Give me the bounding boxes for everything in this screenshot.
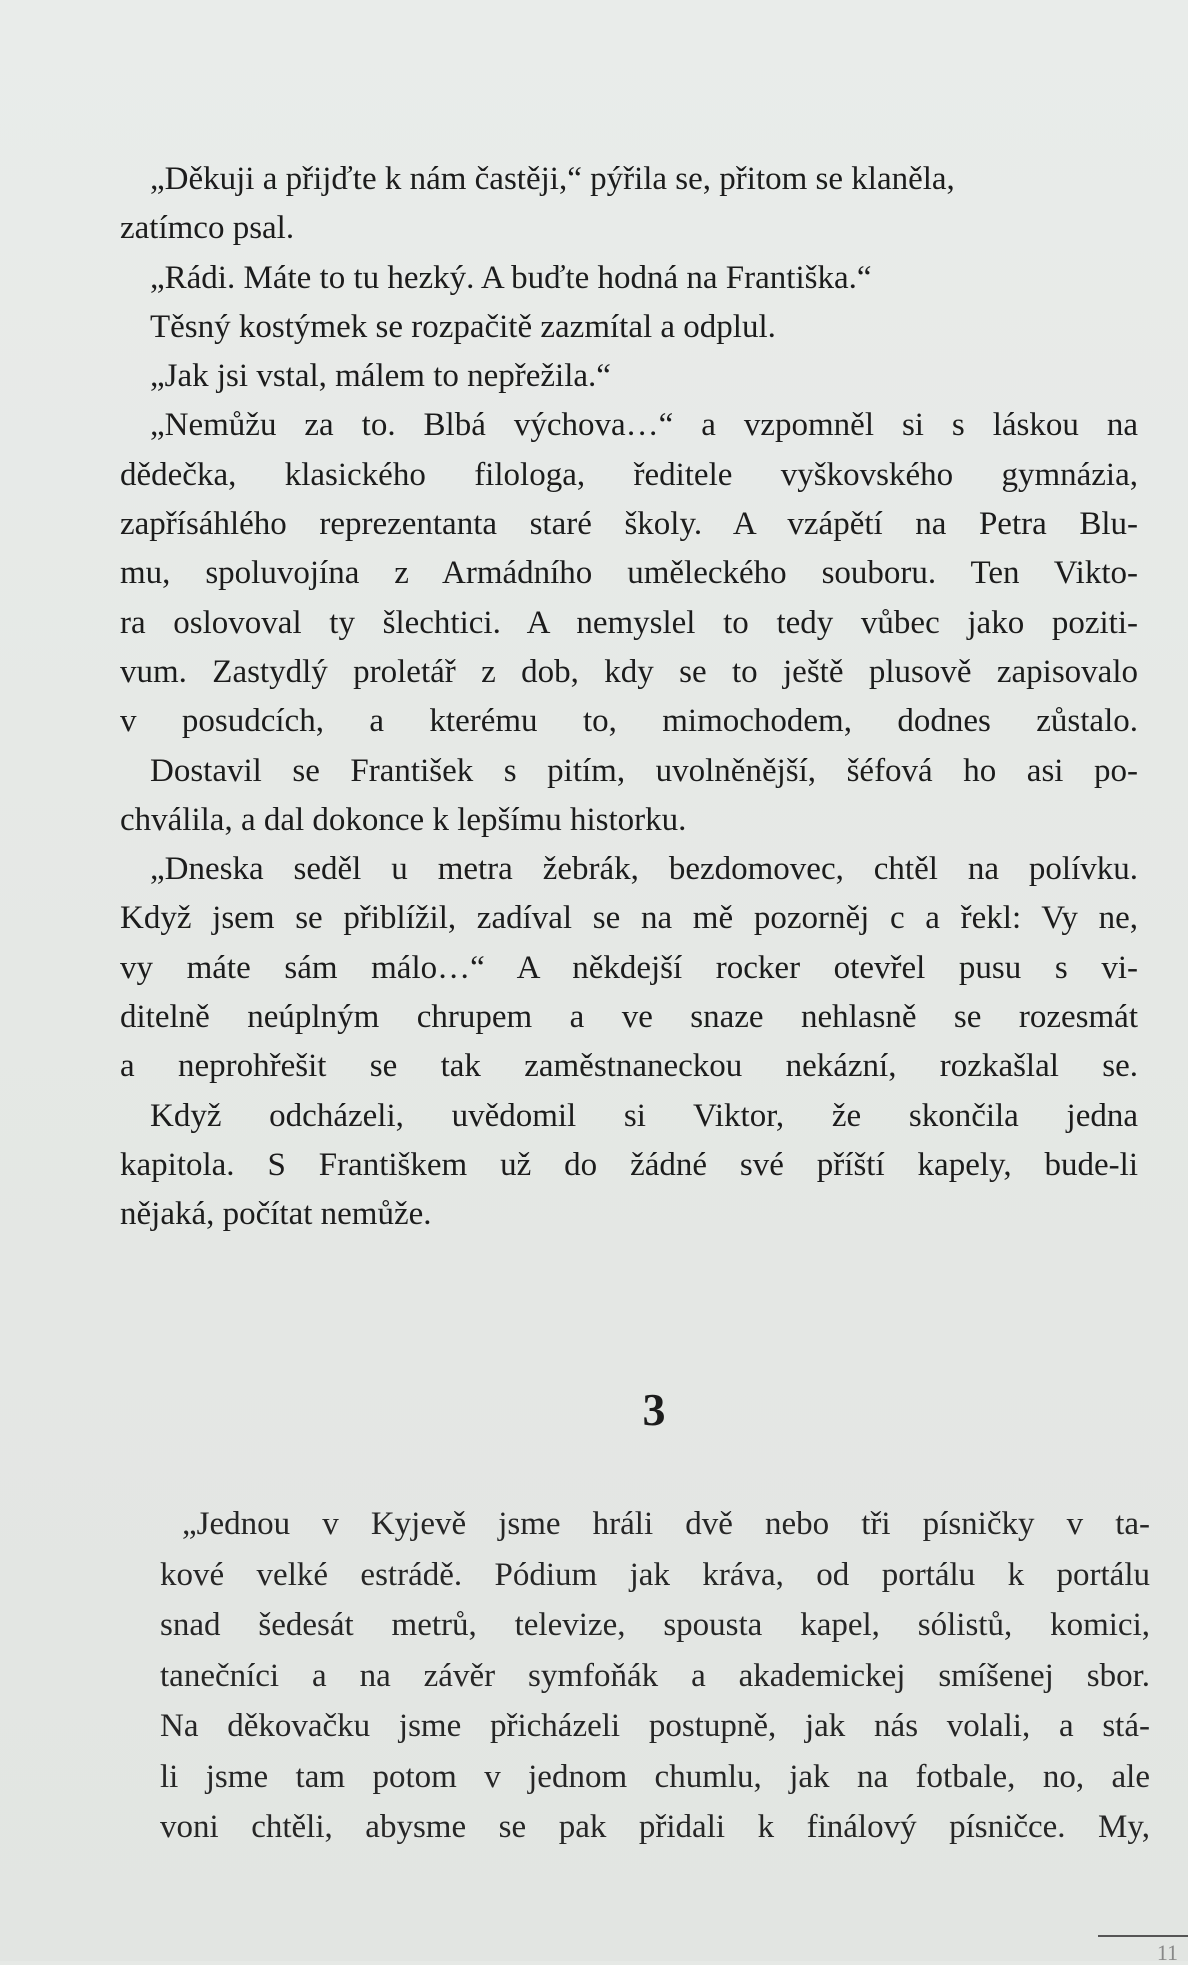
page-footer-rule (1098, 1935, 1188, 1937)
text-block-top (120, 155, 1138, 1240)
text-line: li jsme tam potom v jednom chumlu, jak na fotbale, no, ale (160, 1758, 1150, 1795)
text-line: vum. Zastydlý proletář z dob, kdy se to ještě plusově zapisovalo (120, 653, 1138, 690)
text-line: „Rádi. Máte to tu hezký. A buďte hodná na Františka.“ (150, 259, 872, 296)
text-line: chválila, a dal dokonce k lepšímu historku. (120, 801, 687, 838)
text-line: Těsný kostýmek se rozpačitě zazmítal a odplul. (150, 308, 776, 345)
text-line: voni chtěli, abysme se pak přidali k finálový písničce. My, (160, 1809, 1150, 1845)
text-line: tanečníci a na závěr symfoňák a akademickej smíšenej sbor. (160, 1657, 1150, 1694)
text-line: Když odcházeli, uvědomil si Viktor, že skončila jedna (150, 1097, 1138, 1134)
text-line: ditelně neúplným chrupem a ve snaze nehlasně se rozesmát (120, 999, 1138, 1036)
text-line: zatímco psal. (120, 210, 295, 247)
text-line: „Nemůžu za to. Blbá výchova…“ a vzpomněl si s láskou na (150, 407, 1138, 444)
text-line: „Jak jsi vstal, málem to nepřežila.“ (150, 358, 611, 395)
text-line: zapřísáhlého reprezentanta staré školy. A vzápětí na Petra Blu- (120, 506, 1138, 543)
text-line: Když jsem se přiblížil, zadíval se na mě pozorněj c a řekl: Vy ne, (120, 900, 1138, 937)
text-line: „Děkuji a přijďte k nám častěji,“ pýřila se, přitom se klaněla, (150, 161, 955, 197)
text-line: a neprohřešit se tak zaměstnaneckou nekázní, rozkašlal se. (120, 1048, 1138, 1085)
text-line: „Dneska seděl u metra žebrák, bezdomovec, chtěl na polívku. (150, 851, 1138, 888)
text-line: v posudcích, a kterému to, mimochodem, dodnes zůstalo. (120, 703, 1138, 740)
text-line: snad šedesát metrů, televize, spousta kapel, sólistů, komici, (160, 1607, 1150, 1643)
page-number: 11 (1156, 1940, 1178, 1965)
text-line: kové velké estrádě. Pódium jak kráva, od portálu k portálu (160, 1556, 1150, 1593)
text-line: Dostavil se František s pitím, uvolněnější, šéfová ho asi po- (150, 752, 1138, 789)
text-line: dědečka, klasického filologa, ředitele vyškovského gymnázia, (120, 456, 1138, 493)
text-line: nějaká, počítat nemůže. (120, 1196, 432, 1233)
text-block-bottom (160, 1499, 1150, 1853)
text-line: kapitola. S Františkem už do žádné své příští kapely, bude-li (120, 1146, 1138, 1183)
text-line: mu, spoluvojína z Armádního uměleckého souboru. Ten Vikto- (120, 555, 1138, 592)
text-line: ra oslovoval ty šlechtici. A nemyslel to tedy vůbec jako poziti- (120, 604, 1138, 641)
text-line: Na děkovačku jsme přicházeli postupně, jak nás volali, a stá- (160, 1708, 1150, 1744)
text-line: vy máte sám málo…“ A někdejší rocker otevřel pusu s vi- (120, 949, 1138, 986)
text-line: „Jednou v Kyjevě jsme hráli dvě nebo tři písničky v ta- (182, 1506, 1150, 1542)
chapter-heading: 3 (642, 1384, 666, 1435)
